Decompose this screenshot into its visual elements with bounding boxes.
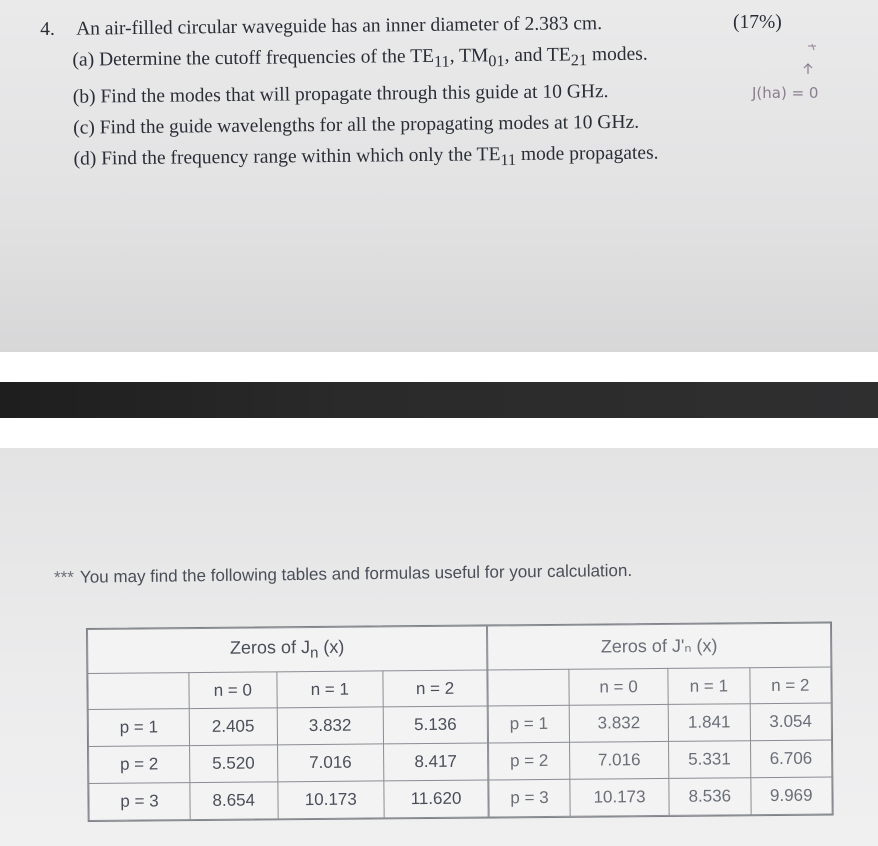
table-row <box>489 740 832 780</box>
table-cell: 9.969 <box>750 777 832 815</box>
row-label: p = 3 <box>489 779 570 817</box>
row-label: p = 1 <box>88 709 189 747</box>
table-cell: 1.841 <box>668 704 750 742</box>
part-text: Find the frequency range within which only the $TE_{11}$ mode propagates. <box>101 142 659 170</box>
table-title: Zeros of J'ₙ (x) <box>487 623 830 670</box>
col-header: n = 0 <box>189 672 277 709</box>
col-header: n = 2 <box>383 670 487 707</box>
problem-weight: (17%) <box>733 12 782 33</box>
handwritten-equation: J(ha) = 0 <box>752 84 819 102</box>
table-cell: 10.173 <box>277 781 384 819</box>
part-text: Find the guide wavelengths for all the propagating modes at 10 GHz. <box>99 111 640 139</box>
corner-cell <box>88 673 189 710</box>
row-label: p = 2 <box>89 746 190 784</box>
table-cell: 3.054 <box>750 703 832 741</box>
part-label: (d) <box>73 148 97 170</box>
problem-number: 4. <box>40 18 55 40</box>
zeros-jn-table <box>87 626 489 821</box>
hint-text: You may find the following tables and formulas useful for your calculation. <box>79 560 633 587</box>
table-cell: 11.620 <box>384 780 488 818</box>
col-header: n = 2 <box>749 667 831 704</box>
table-cell: 5.136 <box>383 706 487 744</box>
table-cell: 3.832 <box>569 704 668 742</box>
table-cell: 8.654 <box>190 782 278 820</box>
part-label: (b) <box>72 86 96 108</box>
table-cell: 3.832 <box>277 707 384 745</box>
table-cell: 7.016 <box>277 744 384 782</box>
problem-text: An air-filled circular waveguide has an inner diameter of 2.383 cm. <box>76 13 603 40</box>
table-row <box>89 743 488 783</box>
table-cell: 5.331 <box>669 741 751 779</box>
hint-stars: *** <box>54 567 75 587</box>
row-label: p = 1 <box>488 705 569 743</box>
col-header: n = 1 <box>276 671 383 708</box>
table-cell: 8.536 <box>669 778 751 816</box>
row-label: p = 3 <box>89 783 190 821</box>
part-label: (a) <box>72 49 95 71</box>
page-gap-lower <box>0 418 878 448</box>
page-gap <box>0 352 878 382</box>
handwritten-note <box>750 40 870 110</box>
table-cell: 6.706 <box>750 740 832 778</box>
table-header-row <box>488 667 831 706</box>
table-row <box>489 777 832 817</box>
part-text: Determine the cutoff frequencies of the $TE_{11}$, $TM_{01}$, and $TE_{21}$ modes. <box>98 43 648 71</box>
table-row <box>488 703 831 743</box>
table-cell: 7.016 <box>570 741 669 779</box>
table-header-row <box>88 670 487 709</box>
dark-band <box>0 382 878 418</box>
table-cell: 5.520 <box>190 745 278 783</box>
table-cell: 10.173 <box>570 778 669 816</box>
part-label: (c) <box>73 117 95 139</box>
col-header: n = 0 <box>569 668 668 705</box>
bessel-zeros-tables <box>86 621 834 822</box>
table-cell: 8.417 <box>384 743 488 781</box>
zeros-jn-prime-table <box>487 622 833 817</box>
col-header: n = 1 <box>668 668 750 705</box>
table-row <box>88 706 487 746</box>
row-label: p = 2 <box>489 742 570 780</box>
problem-block <box>40 6 842 181</box>
table-cell: 2.405 <box>189 708 277 746</box>
corner-cell <box>488 669 569 706</box>
table-title: Zeros of $J_n$ (x) <box>88 626 487 673</box>
part-text: Find the modes that will propagate through this guide at 10 GHz. <box>100 80 609 108</box>
table-row <box>89 780 488 820</box>
